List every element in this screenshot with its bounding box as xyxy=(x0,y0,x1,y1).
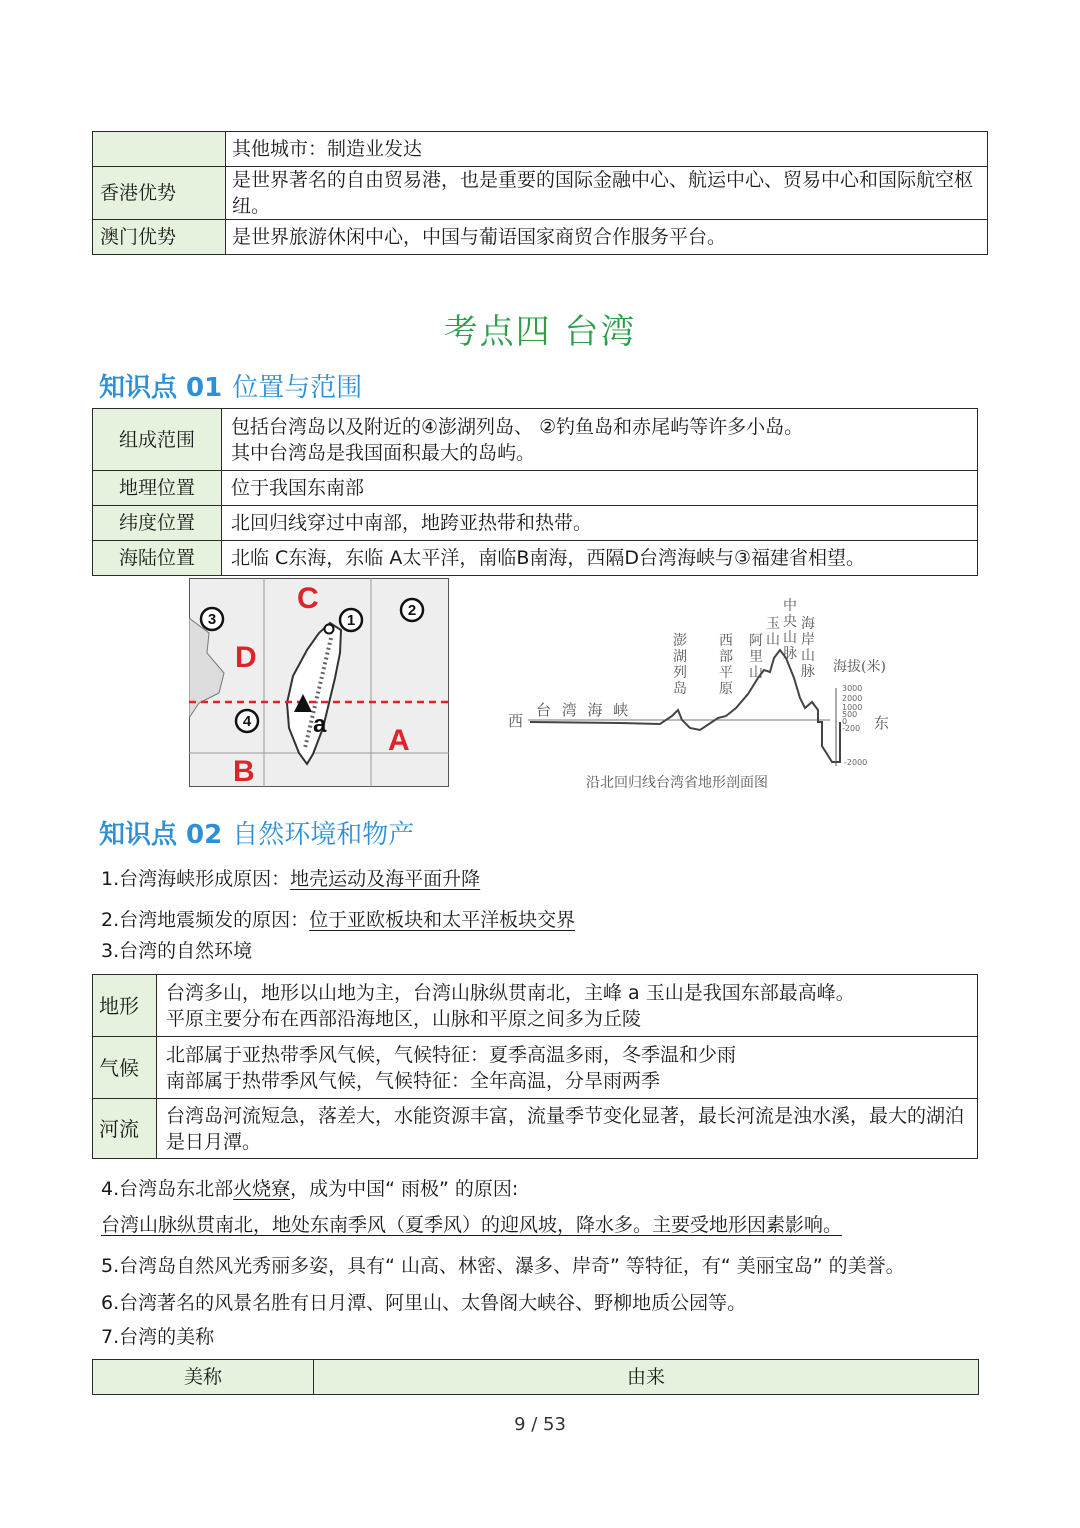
row-line: 北部属于亚热带季风气候，气候特征：夏季高温多雨，冬季温和少雨 xyxy=(166,1043,737,1066)
row-line: 其中台湾岛是我国面积最大的岛屿。 xyxy=(231,441,536,464)
map-label-c: C xyxy=(297,582,319,615)
terrain-profile-figure xyxy=(500,598,900,798)
question-6: 6.台湾著名的风景名胜有日月潭、阿里山、太鲁阁大峡谷、野柳地质公园等。 xyxy=(101,1292,747,1314)
row-label xyxy=(93,132,226,167)
profile-strait-label: 台 湾 海 峡 xyxy=(536,701,632,719)
question-1 xyxy=(101,866,480,892)
diaoyu-dot xyxy=(325,625,334,634)
map-label-yushan: a xyxy=(313,711,327,738)
row-value: 位于我国东南部 xyxy=(222,471,978,506)
tick-label: -2000 xyxy=(844,758,868,767)
question-answer: 位于亚欧板块和太平洋板块交界 xyxy=(309,909,576,931)
environment-table xyxy=(92,974,978,1159)
row-value xyxy=(222,409,978,471)
knowledge-point-heading xyxy=(99,814,414,851)
row-line: 是日月潭。 xyxy=(166,1130,262,1153)
marker-4-label: 4 xyxy=(242,713,252,730)
profile-caption: 沿北回归线台湾省地形剖面图 xyxy=(586,775,768,791)
row-line: 南部属于热带季风气候，气候特征：全年高温，分旱雨两季 xyxy=(166,1069,661,1092)
table-row xyxy=(93,220,988,255)
section-title: 考点四 台湾 xyxy=(443,312,637,352)
row-line: 台湾岛河流短急，落差大，水能资源丰富，流量季节变化显著，最长河流是浊水溪，最大的湖泊 xyxy=(166,1104,965,1127)
row-label: 澳门优势 xyxy=(93,220,226,255)
row-label: 香港优势 xyxy=(93,167,226,220)
row-label: 地形 xyxy=(93,975,157,1037)
tick-label: 500 xyxy=(842,710,858,719)
row-label: 组成范围 xyxy=(93,409,222,471)
taiwan-map-figure xyxy=(189,578,449,787)
kp-title: 位置与范围 xyxy=(232,373,363,403)
knowledge-point-heading xyxy=(99,367,362,404)
profile-central-range: 中央山脉 xyxy=(783,598,797,662)
profile-yushan: 玉山 xyxy=(766,616,780,648)
row-value xyxy=(157,1099,978,1159)
row-label: 纬度位置 xyxy=(93,506,222,541)
row-line: 包括台湾岛以及附近的④澎湖列岛、 ②钓鱼岛和赤尾屿等许多小岛。 xyxy=(231,415,804,438)
table-row xyxy=(93,471,978,506)
map-label-b: B xyxy=(233,755,255,787)
row-line: 台湾多山，地形以山地为主，台湾山脉纵贯南北，主峰 a 玉山是我国东部最高峰。 xyxy=(166,981,855,1004)
table-row xyxy=(93,1099,978,1159)
question-place: 火烧寮 xyxy=(233,1178,291,1200)
page-number: 9 / 53 xyxy=(514,1414,566,1435)
row-value xyxy=(157,1037,978,1099)
row-value: 北临 C东海，东临 A太平洋，南临B南海，西隔D台湾海峡与③福建省相望。 xyxy=(222,541,978,576)
profile-west: 西 xyxy=(508,712,524,730)
marker-3-label: 3 xyxy=(207,611,217,628)
tick-label: -200 xyxy=(842,724,861,733)
header-origin: 由来 xyxy=(314,1360,979,1395)
map-label-a: A xyxy=(388,724,410,757)
kp-number: 知识点 02 xyxy=(99,820,223,850)
row-value: 是世界旅游休闲中心，中国与葡语国家商贸合作服务平台。 xyxy=(226,220,988,255)
kp-title: 自然环境和物产 xyxy=(232,820,415,850)
location-table xyxy=(92,408,978,576)
marker-2-label: 2 xyxy=(407,602,417,619)
question-prefix: 1.台湾海峡形成原因： xyxy=(101,868,291,890)
header-name: 美称 xyxy=(93,1360,314,1395)
question-4 xyxy=(101,1176,518,1202)
question-4-answer: 台湾山脉纵贯南北，地处东南季风（夏季风）的迎风坡，降水多。主要受地形因素影响。 xyxy=(101,1214,843,1236)
profile-alishan: 阿里山 xyxy=(749,633,763,681)
profile-elev-label: 海拔(米) xyxy=(833,659,886,675)
question-prefix: 4.台湾岛东北部 xyxy=(101,1178,234,1200)
profile-east: 东 xyxy=(874,714,890,732)
row-label: 气候 xyxy=(93,1037,157,1099)
row-value xyxy=(157,975,978,1037)
question-2 xyxy=(101,907,575,933)
tick-label: 2000 xyxy=(842,694,863,703)
nickname-table xyxy=(92,1359,979,1395)
row-label: 地理位置 xyxy=(93,471,222,506)
table-row xyxy=(93,167,988,220)
row-label: 海陆位置 xyxy=(93,541,222,576)
marker-1-label: 1 xyxy=(346,612,356,629)
question-prefix: 2.台湾地震频发的原因： xyxy=(101,909,310,931)
map-label-d: D xyxy=(235,641,257,674)
table-row xyxy=(93,1037,978,1099)
row-value: 其他城市：制造业发达 xyxy=(226,132,988,167)
hk-macau-table xyxy=(92,131,988,255)
question-suffix: ，成为中国“ 雨极” 的原因: xyxy=(290,1178,519,1200)
profile-penghu: 澎湖列岛 xyxy=(673,633,687,697)
kp-number: 知识点 01 xyxy=(99,373,223,403)
table-row xyxy=(93,132,988,167)
row-value: 北回归线穿过中南部，地跨亚热带和热带。 xyxy=(222,506,978,541)
profile-coastal-range: 海岸山脉 xyxy=(801,616,815,680)
table-row xyxy=(93,541,978,576)
row-line: 平原主要分布在西部沿海地区，山脉和平原之间多为丘陵 xyxy=(166,1007,642,1030)
table-row xyxy=(93,975,978,1037)
question-3: 3.台湾的自然环境 xyxy=(101,940,253,962)
profile-western-plain: 西部平原 xyxy=(719,633,733,697)
tick-label: 3000 xyxy=(842,684,863,693)
taiwan-map xyxy=(189,578,449,787)
question-answer: 地壳运动及海平面升降 xyxy=(290,868,481,890)
table-row xyxy=(93,506,978,541)
terrain-profile xyxy=(500,598,900,798)
question-5: 5.台湾岛自然风光秀丽多姿，具有“ 山高、林密、瀑多、岸奇” 等特征，有“ 美丽宝岛” 的美誉。 xyxy=(101,1255,905,1277)
tick-label: 1000 xyxy=(842,703,863,712)
table-header-row xyxy=(93,1360,979,1395)
question-7: 7.台湾的美称 xyxy=(101,1326,215,1348)
row-label: 河流 xyxy=(93,1099,157,1159)
table-row xyxy=(93,409,978,471)
tick-label: 0 xyxy=(842,717,848,726)
row-value: 是世界著名的自由贸易港，也是重要的国际金融中心、航运中心、贸易中心和国际航空枢纽。 xyxy=(226,167,988,220)
